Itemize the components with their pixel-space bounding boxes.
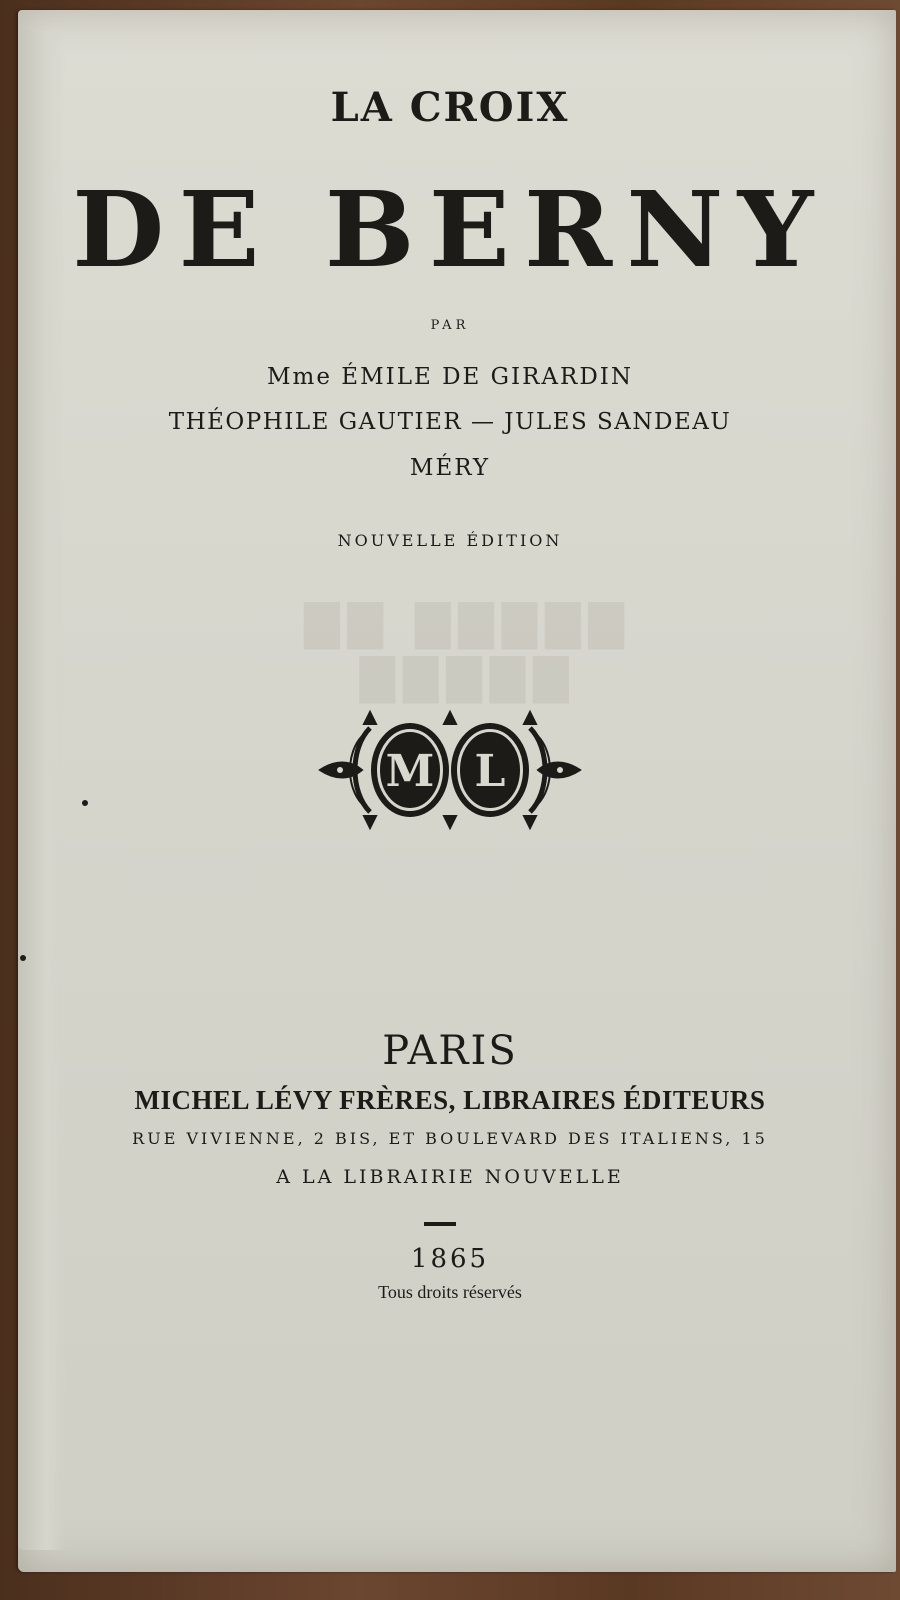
edition-label: NOUVELLE ÉDITION — [337, 531, 563, 550]
rights-notice: Tous droits réservés — [378, 1282, 522, 1302]
publisher-name: MICHEL LÉVY FRÈRES, LIBRAIRES ÉDITEURS — [134, 1085, 766, 1115]
author-line-3: MÉRY — [409, 455, 491, 481]
publisher-address: RUE VIVIENNE, 2 BIS, ET BOULEVARD DES ITALIENS, 15 — [132, 1129, 768, 1148]
divider-rule — [424, 1222, 456, 1226]
title-line-1: LA CROIX — [330, 84, 570, 131]
publication-year: 1865 — [410, 1244, 490, 1274]
reverse-side-show-through: ▇▇▇▇▇ ▇▇ ▇▇▇▇▇ — [296, 595, 624, 703]
bookshop-name: A LA LIBRAIRIE NOUVELLE — [276, 1166, 624, 1188]
monogram-letter-m: M — [385, 746, 435, 797]
ink-speck — [20, 955, 26, 961]
by-label: PAR — [430, 318, 470, 333]
author-line-1: Mme ÉMILE DE GIRARDIN — [267, 364, 633, 390]
city: PARIS — [382, 1028, 518, 1074]
title-line-2: DE BERNY — [72, 168, 828, 291]
ink-speck — [82, 800, 88, 806]
monogram-letter-l: L — [474, 746, 506, 797]
author-line-2: THÉOPHILE GAUTIER — JULES SANDEAU — [168, 409, 732, 435]
publisher-monogram-icon — [310, 708, 590, 838]
